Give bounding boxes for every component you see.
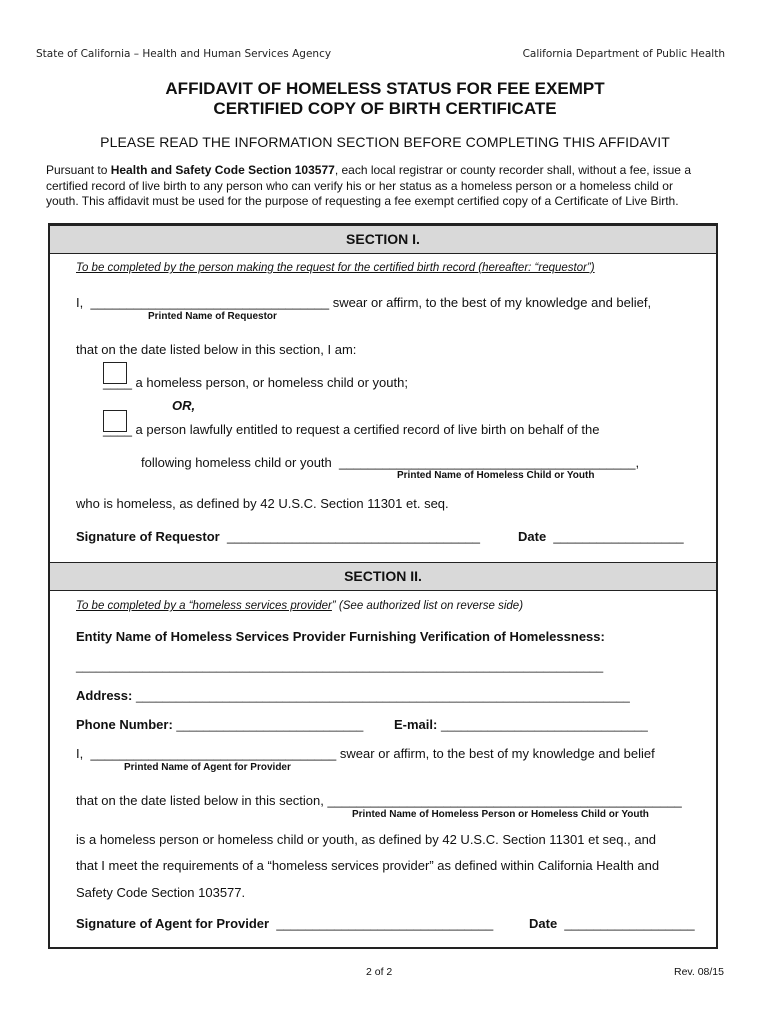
phone-field[interactable]: ____________________________ bbox=[176, 718, 364, 732]
child-name-label: Printed Name of Homeless Child or Youth bbox=[397, 470, 595, 481]
option1-label: a homeless person, or homeless child or youth; bbox=[135, 375, 408, 390]
phone-line: Phone Number: ____________________________ bbox=[76, 717, 364, 732]
email-field[interactable]: _______________________________ bbox=[440, 718, 648, 732]
intro-line-2: certified record of live birth to any person who can verify his or her status as a homeless person or a homeless child or bbox=[46, 178, 673, 193]
verification-para-line2: that I meet the requirements of a “homeless services provider” as defined within California Health and bbox=[76, 858, 660, 873]
read-notice: PLEASE READ THE INFORMATION SECTION BEFORE COMPLETING THIS AFFIDAVIT bbox=[100, 134, 670, 150]
department-header: California Department of Public Health bbox=[522, 48, 725, 60]
agency-header: State of California – Health and Human Services Agency bbox=[36, 48, 332, 60]
code-reference: Health and Safety Code Section 103577 bbox=[110, 163, 335, 177]
intro-line-3: youth. This affidavit must be used for the purpose of requesting a fee exempt certified copy of a Certificate of Live Birth. bbox=[46, 194, 679, 208]
option1-line: ____ a homeless person, or homeless child or youth; bbox=[103, 375, 408, 390]
requestor-name-label: Printed Name of Requestor bbox=[148, 311, 277, 322]
or-label: OR, bbox=[172, 398, 196, 413]
section1-heading: SECTION I. bbox=[50, 225, 716, 254]
revision-label: Rev. 08/15 bbox=[673, 966, 724, 978]
page-number: 2 of 2 bbox=[366, 966, 393, 978]
intro-paragraph bbox=[46, 163, 736, 210]
option2-label: a person lawfully entitled to request a certified record of live birth on behalf of the bbox=[135, 422, 600, 437]
entity-name-field[interactable]: _______________________________________________________________________________ bbox=[76, 659, 604, 673]
requestor-signature-field[interactable]: ___________________________________ bbox=[226, 529, 481, 544]
section2-note: To be completed by a “homeless services provider” (See authorized list on reverse side) bbox=[76, 600, 524, 612]
following-child-line: following homeless child or youth _________________________________________, bbox=[141, 455, 640, 470]
entity-name-label: Entity Name of Homeless Services Provider Furnishing Verification of Homelessness: bbox=[76, 629, 605, 644]
section1-note: To be completed by the person making the request for the certified birth record (hereafter: “requestor”) bbox=[76, 262, 595, 274]
email-line: E-mail: _______________________________ bbox=[394, 717, 648, 732]
agent-signature-field[interactable]: ______________________________ bbox=[276, 916, 494, 931]
agent-name-label: Printed Name of Agent for Provider bbox=[124, 762, 291, 773]
homeless-person-name-label: Printed Name of Homeless Person or Homeless Child or Youth bbox=[352, 809, 649, 820]
form-title-line2: CERTIFIED COPY OF BIRTH CERTIFICATE bbox=[213, 99, 557, 118]
requestor-signature-line: Signature of Requestor ___________________________________ bbox=[76, 529, 481, 544]
agent-affirm-line: I, __________________________________ swear or affirm, to the best of my knowledge and belief bbox=[76, 746, 655, 761]
section1-that-line: that on the date listed below in this section, I am: bbox=[76, 342, 357, 357]
agent-date-line: Date __________________ bbox=[529, 916, 695, 931]
homeless-person-name-field[interactable]: _________________________________________________ bbox=[327, 793, 682, 808]
requestor-affirm-line: I, _________________________________ swear or affirm, to the best of my knowledge and belief, bbox=[76, 295, 652, 310]
section2-that-line: that on the date listed below in this section, _________________________________________________ bbox=[76, 793, 682, 808]
agent-signature-line: Signature of Agent for Provider ______________________________ bbox=[76, 916, 494, 931]
agent-date-field[interactable]: __________________ bbox=[564, 916, 695, 931]
verification-para-line3: Safety Code Section 103577. bbox=[76, 885, 246, 900]
agent-name-field[interactable]: __________________________________ bbox=[90, 746, 337, 761]
requestor-date-field[interactable]: __________________ bbox=[553, 529, 684, 544]
address-field[interactable]: __________________________________________________________________________ bbox=[135, 689, 630, 703]
section2-heading: SECTION II. bbox=[50, 562, 716, 591]
option2-line: ____ a person lawfully entitled to request a certified record of live birth on behalf of the bbox=[103, 422, 600, 437]
address-line: Address: __________________________________________________________________________ bbox=[76, 688, 630, 703]
verification-para-line1: is a homeless person or homeless child or youth, as defined by 42 U.S.C. Section 11301 et seq., and bbox=[76, 832, 657, 847]
requestor-name-field[interactable]: _________________________________ bbox=[90, 295, 330, 310]
intro-line-1: Pursuant to Health and Safety Code Section 103577, each local registrar or county recorder shall, without a fee, issue a bbox=[46, 163, 691, 177]
requestor-date-line: Date __________________ bbox=[518, 529, 684, 544]
who-homeless-line: who is homeless, as defined by 42 U.S.C. Section 11301 et. seq. bbox=[76, 496, 449, 511]
form-title-line1: AFFIDAVIT OF HOMELESS STATUS FOR FEE EXEMPT bbox=[165, 79, 605, 98]
child-name-field[interactable]: _________________________________________, bbox=[339, 455, 640, 470]
